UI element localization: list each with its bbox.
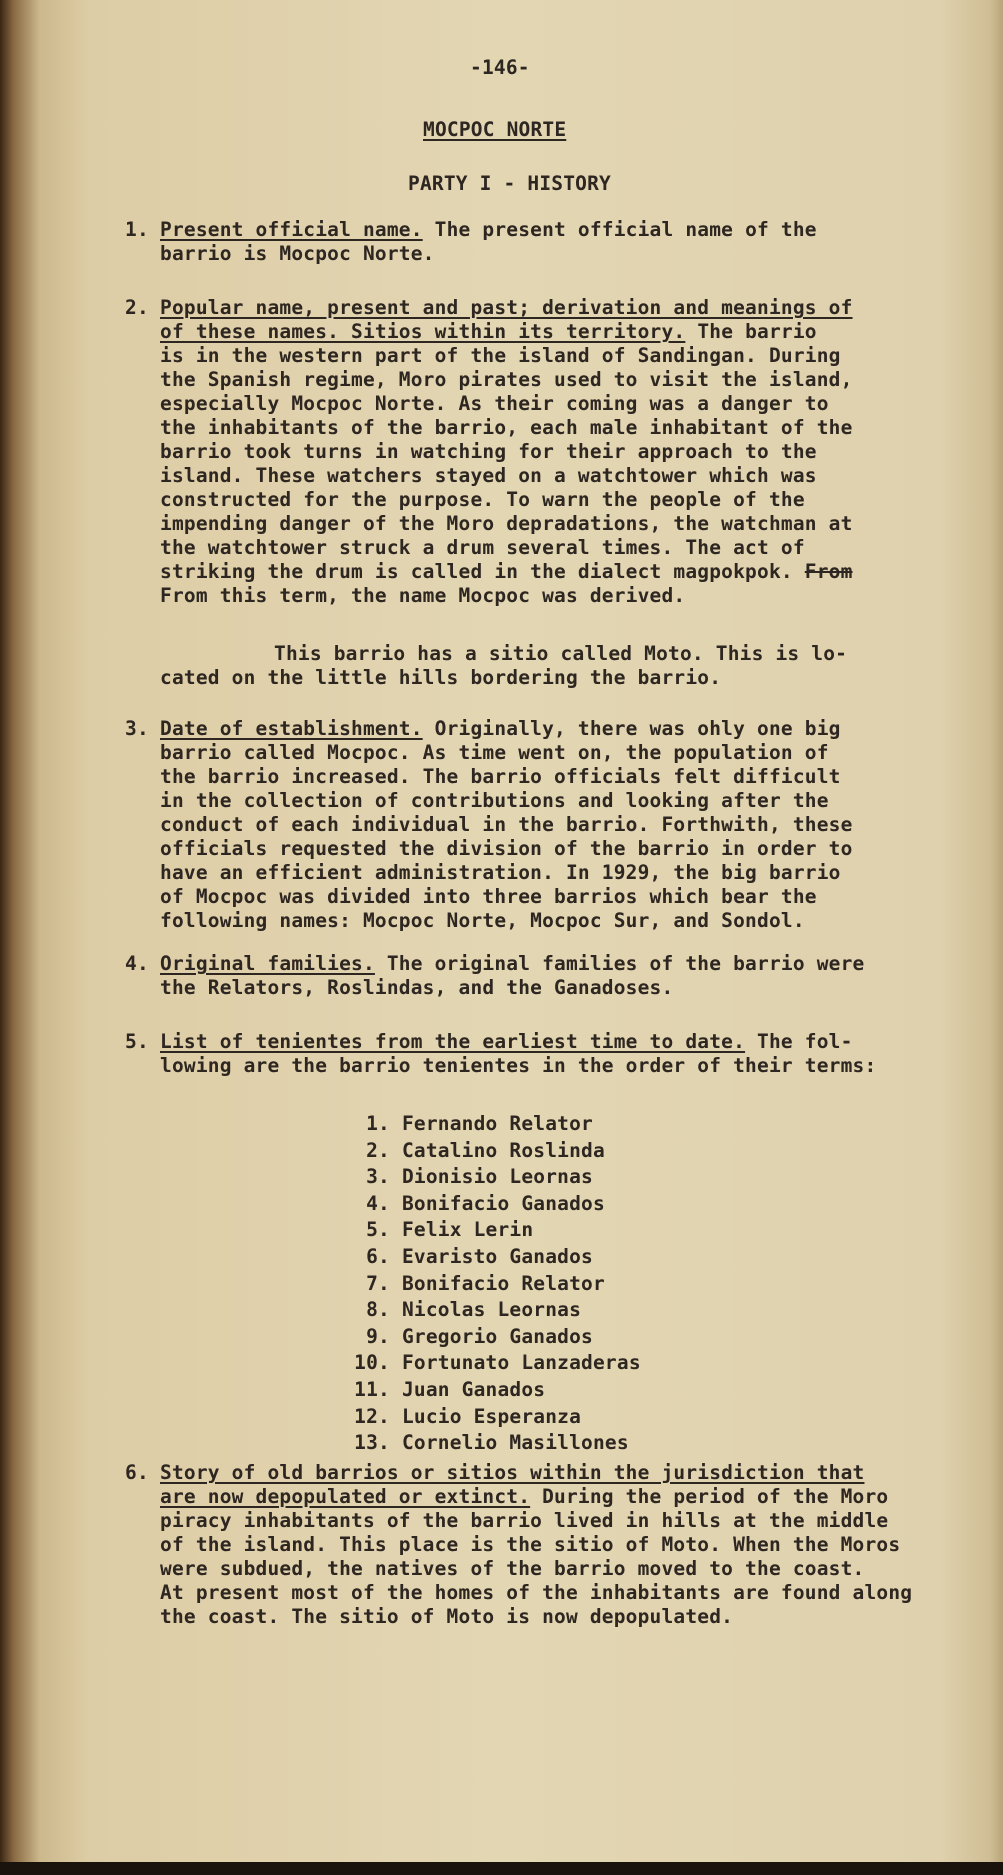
- list-item-number: 4.: [366, 1191, 390, 1215]
- section-6-heading-line: Story of old barrios or sitios within the jurisdiction that: [160, 1461, 865, 1484]
- section-2-para2-line: This barrio has a sitio called Moto. This is lo-: [274, 642, 848, 665]
- section-3-line: have an efficient administration. In 1929, the big barrio: [160, 861, 841, 884]
- section-6-body: [160, 1461, 912, 1629]
- section-2-body: [160, 296, 853, 608]
- section-6-line: were subdued, the natives of the barrio moved to the coast.: [160, 1557, 865, 1580]
- list-item-name: Bonifacio Ganados: [401, 1191, 605, 1215]
- section-2-last-line: From this term, the name Mocpoc was derived.: [160, 584, 686, 607]
- section-3-body: [160, 717, 853, 933]
- list-item: [350, 1298, 641, 1325]
- list-item: [350, 1378, 641, 1405]
- section-2-number: 2.: [125, 296, 149, 319]
- scan-bottom-edge: [0, 1862, 1003, 1875]
- section-4-number: 4.: [125, 952, 149, 975]
- section-3-heading: Date of establishment.: [160, 717, 423, 740]
- list-item: [350, 1245, 641, 1272]
- section-5-body: [160, 1030, 876, 1078]
- section-2-line: impending danger of the Moro depradations, the watchman at: [160, 512, 853, 535]
- section-1-number: 1.: [125, 218, 149, 241]
- section-2-line: the inhabitants of the barrio, each male inhabitant of the: [160, 416, 853, 439]
- list-item-number: 9.: [366, 1324, 390, 1348]
- list-item-number: 10.: [354, 1351, 390, 1375]
- section-5-rest: The fol-: [745, 1030, 853, 1053]
- section-2-para2-line: cated on the little hills bordering the barrio.: [160, 666, 722, 689]
- document-subtitle: PARTY I - HISTORY: [408, 172, 611, 195]
- section-1-body: [160, 218, 817, 266]
- page-number: -146-: [470, 56, 530, 79]
- list-item: [350, 1218, 641, 1245]
- list-item: [350, 1112, 641, 1139]
- list-item-number: 7.: [366, 1271, 390, 1295]
- list-item-name: Dionisio Leornas: [401, 1165, 593, 1189]
- section-6-line: piracy inhabitants of the barrio lived in hills at the middle: [160, 1509, 889, 1532]
- list-item-number: 3.: [366, 1165, 390, 1189]
- list-item-number: 8.: [366, 1298, 390, 1322]
- section-3-line: conduct of each individual in the barrio. Forthwith, these: [160, 813, 853, 836]
- list-item-name: Nicolas Leornas: [401, 1298, 582, 1322]
- list-item-name: Juan Ganados: [401, 1377, 546, 1401]
- list-item-name: Lucio Esperanza: [401, 1404, 582, 1428]
- section-3-line: in the collection of contributions and looking after the: [160, 789, 829, 812]
- section-2-line: especially Mocpoc Norte. As their coming was a danger to: [160, 392, 829, 415]
- list-item-number: 6.: [366, 1244, 390, 1268]
- list-item-name: Cornelio Masillones: [401, 1431, 629, 1455]
- list-item-name: Fernando Relator: [401, 1112, 593, 1135]
- list-item-number: 5.: [366, 1218, 390, 1242]
- section-1-rest: The present official name of the: [422, 218, 817, 241]
- list-item: [350, 1165, 641, 1192]
- list-item: [350, 1325, 641, 1352]
- section-2-heading-line: Popular name, present and past; derivation and meanings of: [160, 296, 853, 319]
- section-3-line: the barrio increased. The barrio officials felt difficult: [160, 765, 841, 788]
- section-2-line: island. These watchers stayed on a watchtower which was: [160, 464, 817, 487]
- section-3-line: of Mocpoc was divided into three barrios which bear the: [160, 885, 817, 908]
- section-5-line: lowing are the barrio tenientes in the order of their terms:: [160, 1054, 877, 1077]
- list-item-name: Gregorio Ganados: [401, 1324, 593, 1348]
- list-item: [350, 1139, 641, 1166]
- section-6-line: At present most of the homes of the inhabitants are found along: [160, 1581, 913, 1604]
- section-2-line: is in the western part of the island of Sandingan. During: [160, 344, 841, 367]
- list-item-number: 12.: [354, 1404, 390, 1428]
- section-2-line: constructed for the purpose. To warn the people of the: [160, 488, 805, 511]
- section-2-line: the watchtower struck a drum several times. The act of: [160, 536, 805, 559]
- section-3-line: officials requested the division of the barrio in order to: [160, 837, 853, 860]
- section-4-line: the Relators, Roslindas, and the Ganadoses.: [160, 976, 674, 999]
- section-3-line: following names: Mocpoc Norte, Mocpoc Sur, and Sondol.: [160, 909, 805, 932]
- list-item-name: Evaristo Ganados: [401, 1244, 593, 1268]
- section-3-rest: Originally, there was ohly one big: [422, 717, 841, 740]
- list-item-name: Bonifacio Relator: [401, 1271, 605, 1295]
- section-2-line: barrio took turns in watching for their approach to the: [160, 440, 817, 463]
- section-5-heading: List of tenientes from the earliest time to date.: [160, 1030, 746, 1053]
- section-4-heading: Original families.: [160, 952, 375, 975]
- section-2-paragraph-2: [160, 642, 847, 690]
- section-5-number: 5.: [125, 1030, 149, 1053]
- list-item: [350, 1351, 641, 1378]
- section-2-rest: The barrio: [685, 320, 817, 343]
- section-6-rest: During the period of the Moro: [530, 1485, 889, 1508]
- section-6-line: the coast. The sitio of Moto is now depopulated.: [160, 1605, 734, 1628]
- struck-word: From: [804, 560, 853, 583]
- section-6-number: 6.: [125, 1461, 149, 1484]
- list-item-number: 2.: [366, 1138, 390, 1162]
- section-6-heading-line: are now depopulated or extinct.: [160, 1485, 531, 1508]
- list-item-name: Catalino Roslinda: [401, 1138, 605, 1162]
- section-3-number: 3.: [125, 717, 149, 740]
- list-item: [350, 1431, 641, 1458]
- section-1-line: barrio is Mocpoc Norte.: [160, 242, 435, 265]
- section-2-heading-line: of these names. Sitios within its territory.: [160, 320, 686, 343]
- document-title: MOCPOC NORTE: [423, 118, 567, 141]
- list-item: [350, 1272, 641, 1299]
- list-item-number: 11.: [354, 1377, 390, 1401]
- list-item-number: 13.: [354, 1431, 390, 1455]
- section-3-line: barrio called Mocpoc. As time went on, the population of: [160, 741, 829, 764]
- section-4-rest: The original families of the barrio were: [374, 952, 865, 975]
- tenientes-list: [350, 1112, 641, 1458]
- list-item: [350, 1192, 641, 1219]
- list-item: [350, 1405, 641, 1432]
- section-4-body: [160, 952, 864, 1000]
- section-2-line: the Spanish regime, Moro pirates used to visit the island,: [160, 368, 853, 391]
- section-6-line: of the island. This place is the sitio of Moto. When the Moros: [160, 1533, 901, 1556]
- list-item-name: Fortunato Lanzaderas: [401, 1351, 641, 1375]
- section-1-heading: Present official name.: [160, 218, 423, 241]
- list-item-name: Felix Lerin: [401, 1218, 534, 1242]
- list-item-number: 1.: [366, 1112, 390, 1135]
- section-2-line: striking the drum is called in the dialect magpokpok.: [160, 560, 805, 583]
